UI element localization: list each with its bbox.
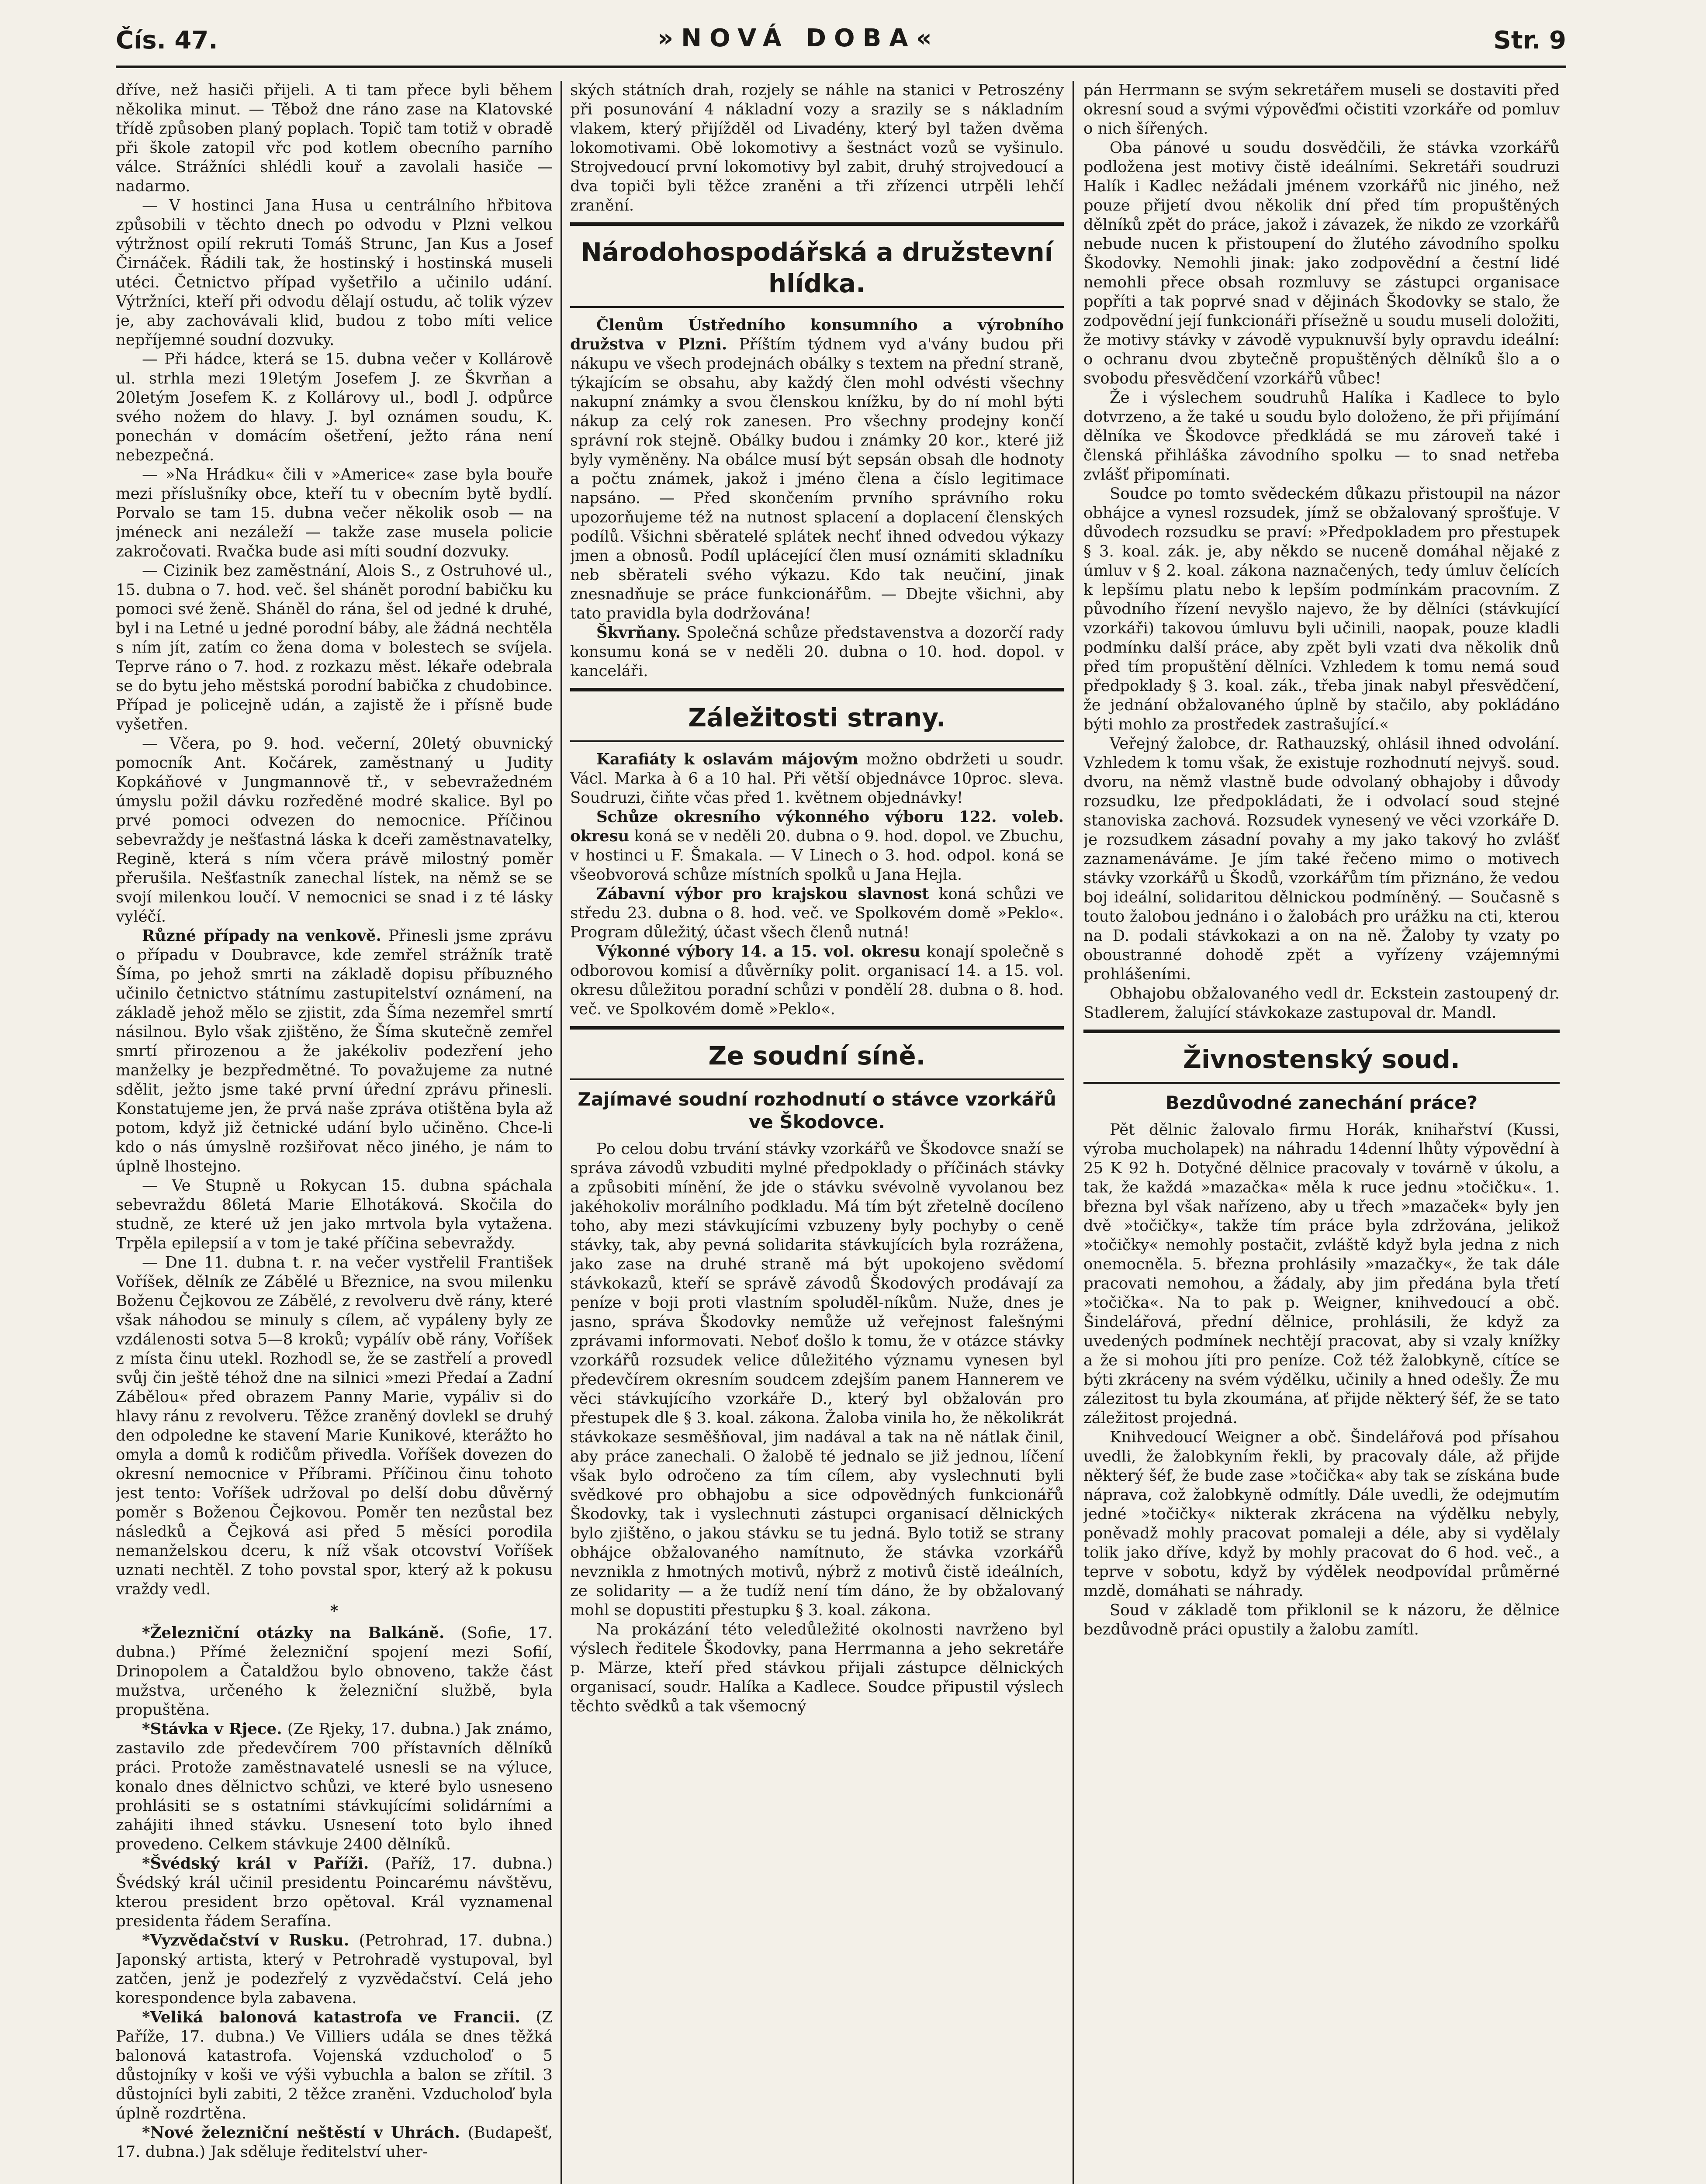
news-item <box>116 2008 553 2123</box>
article-paragraph: Pět dělnic žalovalo firmu Horák, knihařství (Kussi, výroba mucholapek) na náhradu 14denní lhůty výpovědní à 25 K 92 h. Dotyčné dělnice pracovaly v továrně v úkolu, a tak, že každá »mazačka« měla k ruce jednu »točičku«. 1. března byl však nařízeno, aby u třech »mazaček« byly jen dvě »točičky«, takže tím práce byla zdržována, jelikož »točičky« nemohly postačit, zvláště když byla jedna z nich onemocněla. 5. března prohlásily »mazačky«, že tak dále pracovati nemohou, a žádaly, aby jim předána byla třetí »točička«. Na to pak p. Weigner, knihvedoucí a obč. Šindelářová, přední dělnice, prohlásili, že když za uvedených podmínek nechtějí pracovat, aby si vzaly knížky a že si mohou jíti pro peníze. Což též žalobkyně, cítíce se býti zkráceny na svém výdělku, učinily a hned odešly. Že mu zálezitost tu byla zkoumána, ať přijde některý šéf, že se tato záležitost projedná. <box>1083 1121 1560 1427</box>
news-item <box>570 750 1064 808</box>
article-heading: Zajímavé soudní rozhodnutí o stávce vzorkářů ve Škodovce. <box>578 1089 1056 1133</box>
section-rule <box>570 740 1064 742</box>
item-heading: Karafiáty k oslavám májovým <box>596 750 858 768</box>
article-paragraph: — Ve Stupně u Rokycan 15. dubna spáchala sebevraždu 86letá Marie Elhotáková. Skočila do studně, ze které už jen jako mrtvola byla vytažena. Trpěla epilepsií a v tom je také příčina sebevraždy. <box>116 1177 553 1252</box>
item-heading: *Nové železniční neštěstí v Uhrách. <box>142 2124 460 2142</box>
section-separator: * <box>330 1602 339 1620</box>
article-paragraph: Na prokázání této veledůležité okolnosti navrženo byl výslech ředitele Škodovky, pana Herrmanna a jeho sekretáře p. Märze, kteří před stávkou přijali zástupce dělnických organisací, soudr. Halíka a Kadlece. Soudce připustil výslech těchto svědků a tak všemocný <box>570 1621 1064 1715</box>
article-paragraph: pán Herrmann se svým sekretářem museli se dostaviti před okresní soud a svými výpověďmi očistiti vzorkáře od pomluv o nich šířených. <box>1083 81 1560 138</box>
item-heading: *Vyzvědačství v Rusku. <box>142 1932 350 1949</box>
news-item <box>570 885 1064 942</box>
item-heading: 122. voleb. okresu <box>570 808 1064 845</box>
section-rule <box>570 1026 1064 1030</box>
news-item <box>116 1931 553 2008</box>
article-paragraph: Oba pánové u soudu dosvědčili, že stávka vzorkářů podložena jest motivy čistě ideálními. Sekretáři soudruzi Halík i Kadlec nežádali jménem vzorkářů nic jiného, než pouze přijetí dvou několik dní před tím propuštěných dělníků zpět do práce, jakož i závazek, že nikdo ze vzorkářů nebude nucen k přistoupení do žlutého závodního spolku Škodovky. Nemohli jinak: jako zodpovědní a čestní lidé nemohli přece obsah rozmluvy se zástupci organisace popříti a tak poprvé snad v dějinách Škodovky se stalo, že zodpovědní její funkcionáři přísežně u soudu museli doložiti, že motivy stávky v závodě vypuknuvší byly opravdu ideální: o ochranu dvou zbytečně propuštěných dělníků šlo a o svobodu přesvědčení vzorkářů vůbec! <box>1083 139 1560 387</box>
section-heading: Záležitosti strany. <box>688 703 946 733</box>
article-paragraph: Veřejný žalobce, dr. Rathauzský, ohlásil ihned odvolání. Vzhledem k tomu však, že existuje rozhodnutí nejvyš. soud. dvoru, na němž vlastně bude odvolaný obhajoby i důvody rozsudku, lze předpokládati, že i odvolací soud stejné stanoviska zachová. Rozsudek vynesený ve věci vzorkáře D. je rozsudkem zásadní povahy a my jako takový ho zvlášť zaznamenáváme. Je jím také řečeno mimo o motivech stávky vzorkářů u Škodů, vzorkářům tím přiznáno, že vedou boj ideální, solidaritou dělnickou podmíněný. — Současně s touto žalobou jednáno i o žalobách pro urážku na cti, kterou na D. podali stávkokazi a on na ně. Žaloby ty vzaty po oboustranné dohodě zpět a vyřízeny vzájemnými prohlášeními. <box>1083 735 1560 983</box>
item-heading: Různé případy na venkově. <box>142 927 381 945</box>
section-heading: Živnostenský soud. <box>1183 1044 1460 1074</box>
news-item <box>116 2123 553 2162</box>
item-heading: Schůze okresního výkonného výboru <box>596 808 944 826</box>
section-rule <box>1083 1030 1560 1033</box>
item-text: Přinesli jsme zprávu o případu v Doubravce, kde zemřel strážník tratě Šíma, po jehož smrti na základě dopisu příbuzného učinilo četnictvo státnímu zastupitelství oznámení, na základě jehož mělo se zjistit, zda Šíma nezemřel smrtí násilnou. Bylo však zjištěno, že Šíma skutečně zemřel smrtí přirozenou a že jakékoliv podezření jeho manželky je bezpředmětné. To považujeme za nutné sdělit, ježto jsme také první úřední zprávu přinesli. Konstatujeme jen, že prvá naše zpráva otištěna byla až potom, když již četnické udání bylo učiněno. Chce-li kdo o nás úmyslně rozšiřovat něco jiného, je nám to úplně lhostejno. <box>116 927 553 1175</box>
article-paragraph: — »Na Hrádku« čili v »Americe« zase byla bouře mezi příslušníky obce, kteří tu v obecním bytě bydlí. Porvalo se tam 15. dubna večer několik osob — na jméneck ani nezáleží — takže zase musela policie zakročovati. Rvačka bude asi míti soudní dozvuky. <box>116 466 553 560</box>
item-text: konají společně s odborovou komisí a důvěrníky polit. organisací 14. a 15. vol. okresu důležitou poradní schůzi v pondělí 28. dubna o 8. hod. več. ve Spolkovém domě »Peklo«. <box>570 943 1064 1018</box>
item-heading: Zábavní výbor pro krajskou slavnost <box>596 885 929 903</box>
item-heading: *Švédský král v Paříži. <box>142 1855 369 1873</box>
item-heading: Výkonné výbory 14. a 15. vol. okresu <box>596 943 920 961</box>
news-item <box>116 1720 553 1854</box>
column-2 <box>570 81 1064 2184</box>
news-item <box>116 1624 553 1720</box>
section-rule <box>570 222 1064 226</box>
page-header <box>116 0 1566 68</box>
newspaper-title: »NOVÁ DOBA« <box>657 24 940 52</box>
section-rule <box>570 306 1064 308</box>
item-heading: *Železniční otázky na Balkáně. <box>142 1624 445 1642</box>
article-paragraph: — Dne 11. dubna t. r. na večer vystřelil František Voříšek, dělník ze Zábělé u Březnice, na svou milenku Boženu Čejkovou ze Zábělé, z revolveru dvě rány, které však náhodou se minuly s cílem, ač vypáleny byly ze vzdálenosti sotva 5—8 kroků; vypálív obě rány, Voříšek z místa činu utekl. Rozhodl se, že se zastřelí a provedl svůj čin ještě téhož dne na silnici »mezi Předaí a Zadní Zábělou« před obrazem Panny Marie, vypáliv si do hlavy ránu z revolveru. Těžce zraněný dovlekl se druhý den odpoledne ke stavení Marie Kunikové, kterážto ho omyla a domů k rodičům přivedla. Voříšek dovezen do okresní nemocnice v Příbrami. Příčinou činu tohoto jest tento: Voříšek udržoval po delší dobu důvěrný poměr s Boženou Čejkovou. Poměr ten nezůstal bez následků a Čejková asi před 5 měsíci porodila nemanželskou dceru, k níž však otcovství Voříšek uznati nechtěl. Z toho povstal spor, který až k pokusu vraždy vedl. <box>116 1254 553 1598</box>
article-paragraph: ských státních drah, rozjely se náhle na stanici v Petroszény při posunování 4 nákladní vozy a srazily se s nákladním vlakem, který přijížděl od Livadény, který byl tažen dvěma lokomotivami. Obě lokomotivy a šestnáct vozů se vyšinulo. Strojvedoucí první lokomotivy byl zabit, druhý strojvedoucí a dva topiči byli těžce zraněni a tři zřízenci utrpěli lehčí zranění. <box>570 81 1064 214</box>
item-heading: *Veliká balonová katastrofa ve Francii. <box>142 2008 520 2026</box>
column-divider <box>1073 81 1074 2184</box>
news-item <box>570 623 1064 681</box>
news-item <box>116 1854 553 1931</box>
article-paragraph: — Při hádce, která se 15. dubna večer v Kollárově ul. strhla mezi 19letým Josefem J. ze Škvrňan a 20letým Josefem K. z Kollárovy ul., bodl J. odpůrce svého nožem do hlavy. J. byl oznámen soudu, K. ponechán v domácím ošetření, ježto rána není nebezpečná. <box>116 350 553 464</box>
article-paragraph: Po celou dobu trvání stávky vzorkářů ve Škodovce snaží se správa závodů vzbuditi mylné předpoklady o příčinách stávky a způsobiti mínění, že jde o stávku svévolně vyvolanou bez jakéhokoliv morálního podkladu. Má tím být zřetelně docíleno toho, aby mezi stávkujícími vzbuzeny byly pochyby o ceně stávky, tak, aby pevná solidarita stávkujících byla rozrážena, jako zase na druhé straně má být upokojeno svědomí stávkokazů, kteří se správě závodů Škodových prodávají za peníze v boji proti vlastním spoluděl-níkům. Nuže, dnes je jasno, správa Škodovky nemůže už veřejnost falešnými zprávami informovati. Neboť došlo k tomu, že v otázce stávky vzorkářů rozsudek velice důležitého významu vynesen byl předevčírem okresním soudcem zdejším panem Hannerem ve věci stávkujícího vzorkáře D., který byl obžalován pro přestupek dle § 3. koal. zákona. Žaloba vinila ho, že několikrát stávkokaze sesměšňoval, jim nadával a tak na ně nátlak činil, aby práce zanechali. O žalobě té jednalo se již jednou, líčení však bylo odročeno za tím cílem, aby vyslechnuti byli svědkové pro obhajobu a sice odpovědných funkcionářů Škodovky, tak i vyslechnuti zástupci organisací dělnických bylo zjištěno, o jakou stávku se tu jedná. Bylo totiž se strany obhájce obžalovaného namítnuto, že stávka vzorkářů nevznikla z hmotných motivů, nýbrž z motivů čistě ideálních, ze solidarity — a že tudíž není tím dáno, že by obžalovaný mohl se dopustiti přestupku § 3. koal. zákona. <box>570 1140 1064 1619</box>
section-rule <box>570 688 1064 691</box>
article-paragraph: — Cizinik bez zaměstnání, Alois S., z Ostruhové ul., 15. dubna o 7. hod. več. šel shánět porodní babičku ku pomoci své ženě. Sháněl do rána, šel od jedné k druhé, byl i na Letné u jedné porodní báby, ale žádná nechtěla s ním jít, zatím co žena doma v bolestech se svíjela. Teprve ráno o 7. hod. z rozkazu měst. lékaře odebrala se do bytu jeho městská porodní babička z chudobince. Případ je policejně udán, a zajistě že i přísně bude vyšetřen. <box>116 562 553 733</box>
article-paragraph <box>116 926 553 1176</box>
article-paragraph: Soudce po tomto svědeckém důkazu přistoupil na názor obhájce a vynesl rozsudek, jímž se obžalovaný sprošťuje. V důvodech rozsudku se praví: »Předpokladem pro přestupek § 3. koal. zák. je, aby někdo se nuceně domáhal nějaké z úmluv v § 2. koal. zákona naznačených, tedy úmluv čelících k lepšímu platu nebo k lepším podmínkám pracovním. Z původního řízení nevyšlo najevo, že by dělníci (stávkující vzorkáři) takovou úmluvu byli učinili, naopak, pouze kladli podmínku další práce, aby zpět byli vzati dva několik dnů před tím propuštění dělníci. Vzhledem k tomu nemá soud předpoklady § 3. koal. zák., třeba jinak nabyl přesvědčení, že jednání obžalovaného úplně by stačilo, aby pokládáno býti mohlo za prostředek zastrašující.« <box>1083 485 1560 733</box>
item-text: koná se v neděli 20. dubna o 9. hod. dopol. ve Zbuchu, v hostinci u F. Šmakala. — V Linech o 3. hod. odpol. koná se všeobvorová schůze místních spolků u Jana Hejla. <box>570 827 1064 884</box>
item-text: Příštím týdnem vyd a'vány budou při nákupu ve všech prodejnách obálky s textem na přední straně, týkajícím se obsahu, aby každý člen mohl odvésti všechny nakupní známky a svou členskou knížku, by do ní mohl býti nákup za celý rok zanesen. Pro všechny prodejny končí správní rok stejně. Obálky budou i známky 20 kor., které již byly vyměněny. Na obálce musí být sepsán obsah dle hodnoty a počtu známek, jakož i jméno člena a číslo legitimace napsáno. — Před skončením prvního správního roku upozorňujeme též na nutnost splacení a doplacení členských podílů. Všichni sběratelé splátek nechť ihned odvedou výkazy jmen a obnosů. Podíl uplácející člen musí oznámiti skladníku neb sběrateli svého výkazu. Kdo tak neučiní, jinak znesnadňuje se práce funkcionářům. — Dbejte všichni, aby tato pravidla byla dodržována! <box>570 335 1064 622</box>
issue-number: Čís. 47. <box>116 26 218 55</box>
article-paragraph: Obhajobu obžalovaného vedl dr. Eckstein zastoupený dr. Stadlerem, žalující stávkokaze zastupoval dr. Mandl. <box>1083 985 1560 1022</box>
section-heading: Ze soudní síně. <box>708 1041 926 1071</box>
item-heading: Škvrňany. <box>596 624 681 642</box>
article-paragraph: Že i výslechem soudruhů Halíka i Kadlece to bylo dotvrzeno, a že také u soudu bylo doloženo, že při přijímání dělníka ve Škodovce předkládá se mu zároveň také i členská přihláška závodního spolku — to snad netřeba zvlášť připomínati. <box>1083 389 1560 484</box>
article-paragraph: — Včera, po 9. hod. večerní, 20letý obuvnický pomocník Ant. Kočárek, zaměstnaný u Judity Kopkáňové v Jungmannově tř., v sebevražedném úmyslu požil dávku rozředěné modré skalice. Byl po prvé pomoci odvezen do nemocnice. Příčinou sebevraždy je nešťastná láska k dceři zaměstnavatelky, Regině, která s ním včera právě milostný poměr přerušila. Nešťastník zanechal lístek, na němž se se svojí milenkou loučí. V nemocnici se snad i z té lásky vyléčí. <box>116 735 553 926</box>
item-text: koná schůzi ve středu 23. dubna o 8. hod. več. ve Spolkovém domě »Peklo«. Program důležitý, účast všech členů nutná! <box>570 885 1064 941</box>
section-rule <box>1083 1082 1560 1084</box>
section-rule <box>570 1078 1064 1080</box>
item-text: (Petrohrad, 17. dubna.) Japonský artista, který v Petrohradě vystupoval, byl zatčen, jenž je podezřelý z vyzvědačství. Celá jeho korespondence byla zabavena. <box>116 1932 553 2007</box>
item-text: (Paříž, 17. dubna.) Švédský král učinil presidentu Poincarému návštěvu, kterou president brzo opětoval. Král vyznamenal presidenta řádem Serafína. <box>116 1855 553 1930</box>
news-item <box>570 942 1064 1019</box>
article-paragraph: dříve, než hasiči přijeli. A ti tam přece byli během několika minut. — Těbož dne ráno zase na Klatovské třídě způsoben planý poplach. Topič tam totiž v obradě při škole zatopil vřc pod kotlem obecního parního válce. Strážníci shlédli kouř a zavolali hasiče — nadarmo. <box>116 81 553 195</box>
news-item <box>570 808 1064 885</box>
article-paragraph: Soud v základě tom přiklonil se k názoru, že dělnice bezdůvodně práci opustily a žalobu zamítl. <box>1083 1601 1560 1638</box>
item-text: Společná schůze představenstva a dozorčí rady konsumu koná se v neděli 20. dubna o 10. hod. dopol. v kanceláři. <box>570 624 1064 680</box>
item-heading: *Stávka v Rjece. <box>142 1720 282 1738</box>
item-text: (Z Paříže, 17. dubna.) Ve Villiers udála se dnes těžká balonová katastrofa. Vojenská vzducholoď o 5 důstojníky v koši ve výši vybuchla a balon se zřítil. 3 důstojníci byli zabiti, 2 těžce zraněni. Vzducholoď byla úplně rozdrtěna. <box>116 2008 553 2122</box>
item-heading: Členům Ústředního konsumního a výrobního družstva v Plzni. <box>570 316 1064 353</box>
item-text: (Sofie, 17. dubna.) Přímé železniční spojení mezi Sofií, Drinopolem a Čataldžou bylo obnoveno, takže část mužstva, určeného k železniční službě, byla propuštěna. <box>116 1624 553 1719</box>
item-text: možno obdržeti u soudr. Václ. Marka à 6 a 10 hal. Při větší objednávce 10proc. sleva. Soudruzi, čiňte včas před 1. květnem objednávky! <box>570 750 1064 807</box>
article-paragraph: — V hostinci Jana Husa u centrálního hřbitova způsobili v těchto dnech po odvodu v Plzni velkou výtržnost opilí rekruti Tomáš Strunc, Jan Kus a Josef Čirnáček. Řádili tak, že hostinský i hostinská museli utéci. Četnictvo případ vyšetřilo a učinilo udání. Výtržníci, kteří při odvodu dělají ostudu, ač tolik výzev je, aby zachovávali klid, budou z tobo míti velice nepříjemné soudní dozvuky. <box>116 197 553 349</box>
column-3 <box>1083 81 1560 2184</box>
item-text: (Budapešť, 17. dubna.) Jak sděluje ředitelství uher- <box>116 2124 553 2161</box>
column-divider <box>561 81 562 2184</box>
article-paragraph: Knihvedoucí Weigner a obč. Šindelářová pod přísahou uvedli, že žalobkyním řekli, by pracovaly dále, až přijde některý šéf, že bude zase »točička« aby tak se získána bude náprava, což žalobkyně odmítly. Dále uvedli, že odejmutím jedné »točičky« nikterak zkrácena na výdělku nebyly, poněvadž mohly pracovat pomaleji a déle, aby si vydělaly tolik jako dříve, když by mohly pracovat do 6 hod. več., a teprve v sobotu, když by výdělek neodpovídal průměrné mzdě, domáhati se náhrady. <box>1083 1428 1560 1600</box>
item-text: (Ze Rjeky, 17. dubna.) Jak známo, zastavilo zde předevčírem 700 přístavních dělníků práci. Protože zaměstnavatelé usnesli se na výluce, konalo dnes dělnictvo schůzi, ve které bylo usneseno prohlásiti se s ostatními stávkujícími solidárními a zahájiti ihned stávku. Usnesení toto bylo ihned provedeno. Celkem stávkuje 2400 dělníků. <box>116 1720 553 1853</box>
section-heading: Národohospodářská a družstevní hlídka. <box>581 237 1053 298</box>
page-number: Str. 9 <box>1493 26 1566 55</box>
article-heading: Bezdůvodné zanechání práce? <box>1165 1092 1478 1113</box>
column-1 <box>116 81 553 2184</box>
news-item <box>570 316 1064 623</box>
